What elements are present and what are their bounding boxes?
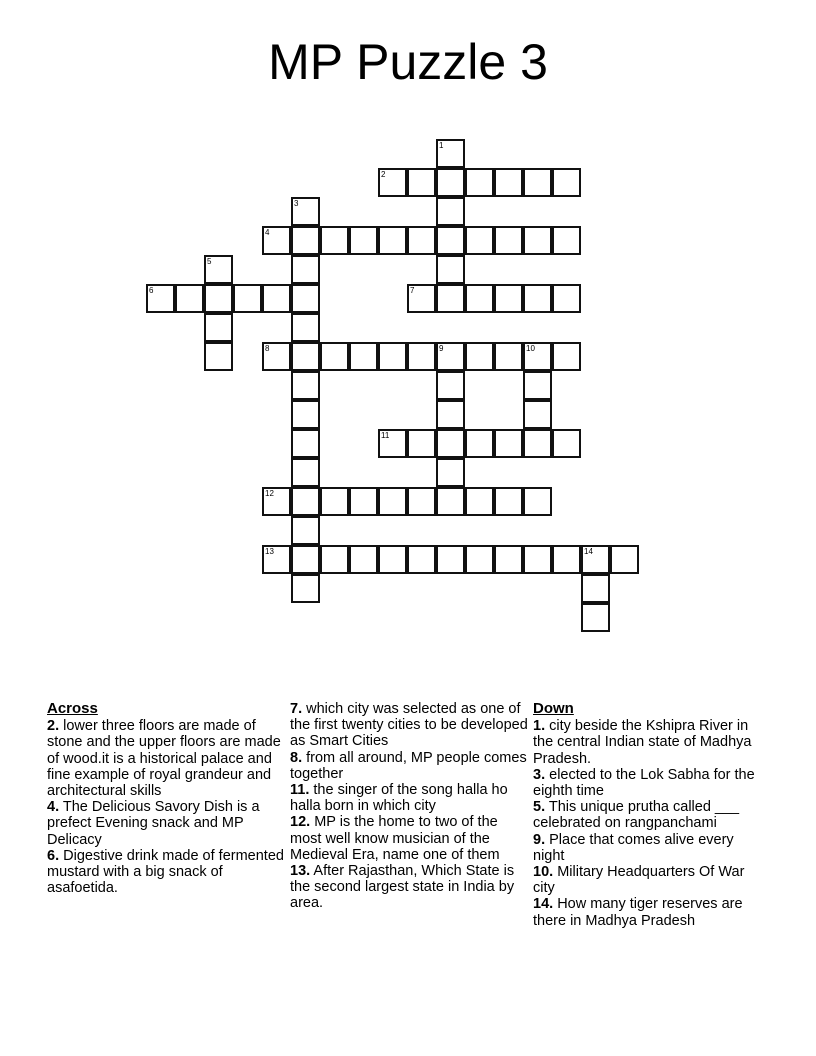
grid-cell[interactable]	[378, 487, 407, 516]
grid-cell[interactable]	[204, 313, 233, 342]
grid-cell[interactable]	[552, 284, 581, 313]
clue-across-4: 4. The Delicious Savory Dish is a prefect Evening snack and MP Delicacy	[47, 799, 260, 848]
grid-cell[interactable]	[581, 545, 610, 574]
clue-down-14: 14. How many tiger reserves are there in Madhya Pradesh	[533, 896, 743, 929]
grid-cell[interactable]	[262, 226, 291, 255]
clue-down-3: 3. elected to the Lok Sabha for the eighth time	[533, 766, 755, 800]
grid-cell[interactable]	[523, 400, 552, 429]
grid-cell[interactable]	[552, 226, 581, 255]
clue-across-6: 6. Digestive drink made of fermented mustard with a big snack of asafoetida.	[47, 847, 284, 897]
grid-cell[interactable]	[320, 545, 349, 574]
clue-down-10: 10. Military Headquarters Of War city	[533, 864, 745, 897]
grid-cell[interactable]	[494, 284, 523, 313]
grid-cell[interactable]	[204, 342, 233, 371]
clues-across-column-2	[290, 701, 530, 912]
grid-cell[interactable]	[262, 545, 291, 574]
clues-down-column	[533, 701, 769, 929]
grid-cell[interactable]	[465, 545, 494, 574]
grid-cell[interactable]	[320, 226, 349, 255]
grid-cell[interactable]	[291, 197, 320, 226]
grid-cell[interactable]	[291, 545, 320, 574]
grid-cell[interactable]	[552, 545, 581, 574]
grid-cell[interactable]	[291, 284, 320, 313]
grid-cell[interactable]	[378, 545, 407, 574]
grid-cell[interactable]	[407, 429, 436, 458]
grid-cell[interactable]	[378, 226, 407, 255]
cell-number: 11	[381, 431, 390, 440]
cell-number: 9	[439, 344, 444, 353]
grid-cell[interactable]	[262, 342, 291, 371]
grid-cell[interactable]	[349, 487, 378, 516]
grid-cell[interactable]	[465, 429, 494, 458]
grid-cell[interactable]	[320, 342, 349, 371]
grid-cell[interactable]	[378, 168, 407, 197]
grid-cell[interactable]	[523, 371, 552, 400]
grid-cell[interactable]	[465, 487, 494, 516]
grid-cell[interactable]	[349, 342, 378, 371]
grid-cell[interactable]	[494, 342, 523, 371]
grid-cell[interactable]	[291, 458, 320, 487]
grid-cell[interactable]	[378, 342, 407, 371]
cell-number: 2	[381, 170, 386, 179]
down-heading: Down	[533, 700, 574, 717]
cell-number: 12	[265, 489, 274, 498]
clue-across-12: 12. MP is the home to two of the most well know musician of the Medieval Era, name one of them	[290, 814, 500, 863]
grid-cell[interactable]	[436, 255, 465, 284]
grid-cell[interactable]	[407, 168, 436, 197]
grid-cell[interactable]	[407, 545, 436, 574]
clue-down-1: 1. city beside the Kshipra River in the central Indian state of Madhya Pradesh.	[533, 718, 752, 767]
grid-cell[interactable]	[523, 487, 552, 516]
grid-cell[interactable]	[465, 168, 494, 197]
cell-number: 4	[265, 228, 270, 237]
grid-cell[interactable]	[436, 342, 465, 371]
clues-across-column	[47, 701, 287, 896]
grid-cell[interactable]	[436, 226, 465, 255]
grid-cell[interactable]	[291, 400, 320, 429]
grid-cell[interactable]	[175, 284, 204, 313]
grid-cell[interactable]	[436, 284, 465, 313]
grid-cell[interactable]	[610, 545, 639, 574]
grid-cell[interactable]	[291, 371, 320, 400]
grid-cell[interactable]	[320, 487, 349, 516]
grid-cell[interactable]	[291, 313, 320, 342]
grid-cell[interactable]	[349, 545, 378, 574]
grid-cell[interactable]	[378, 429, 407, 458]
grid-cell[interactable]	[291, 342, 320, 371]
grid-cell[interactable]	[407, 342, 436, 371]
grid-cell[interactable]	[204, 284, 233, 313]
grid-cell[interactable]	[465, 226, 494, 255]
grid-cell[interactable]	[581, 574, 610, 603]
grid-cell[interactable]	[494, 168, 523, 197]
grid-cell[interactable]	[436, 197, 465, 226]
cell-number: 3	[294, 199, 299, 208]
grid-cell[interactable]	[436, 400, 465, 429]
grid-cell[interactable]	[523, 284, 552, 313]
cell-number: 10	[526, 344, 535, 353]
grid-cell[interactable]	[407, 487, 436, 516]
grid-cell[interactable]	[204, 255, 233, 284]
clue-across-2: 2. lower three floors are made of stone and the upper floors are made of wood.it is a historical palace and fine example of royal grandeur and architectural skills	[47, 718, 281, 800]
cell-number: 13	[265, 547, 274, 556]
cell-number: 14	[584, 547, 593, 556]
grid-cell[interactable]	[436, 429, 465, 458]
grid-cell[interactable]	[523, 226, 552, 255]
grid-cell[interactable]	[552, 342, 581, 371]
grid-cell[interactable]	[291, 255, 320, 284]
grid-cell[interactable]	[436, 458, 465, 487]
clue-down-9: 9. Place that comes alive every night	[533, 831, 734, 864]
clue-across-11: 11. the singer of the song halla ho halla born in which city	[290, 782, 508, 815]
clue-down-5: 5. This unique prutha called ___ celebrated on rangpanchami	[533, 799, 740, 832]
grid-cell[interactable]	[523, 429, 552, 458]
clue-across-7: 7. which city was selected as one of the first twenty cities to be developed as Smart Cities	[290, 701, 528, 750]
grid-cell[interactable]	[523, 545, 552, 574]
grid-cell[interactable]	[291, 226, 320, 255]
grid-cell[interactable]	[494, 429, 523, 458]
grid-cell[interactable]	[291, 429, 320, 458]
grid-cell[interactable]	[494, 545, 523, 574]
cell-number: 1	[439, 141, 444, 150]
grid-cell[interactable]	[146, 284, 175, 313]
grid-cell[interactable]	[436, 139, 465, 168]
grid-cell[interactable]	[291, 516, 320, 545]
cell-number: 6	[149, 286, 154, 295]
grid-cell[interactable]	[349, 226, 378, 255]
clue-across-8: 8. from all around, MP people comes together	[290, 749, 527, 782]
across-heading: Across	[47, 700, 98, 717]
grid-cell[interactable]	[552, 429, 581, 458]
grid-cell[interactable]	[436, 371, 465, 400]
grid-cell[interactable]	[436, 545, 465, 574]
clue-across-13: 13. After Rajasthan, Which State is the second largest state in India by area.	[290, 863, 515, 912]
cell-number: 8	[265, 344, 270, 353]
cell-number: 7	[410, 286, 415, 295]
grid-cell[interactable]	[523, 168, 552, 197]
grid-cell[interactable]	[465, 284, 494, 313]
grid-cell[interactable]	[262, 284, 291, 313]
grid-cell[interactable]	[552, 168, 581, 197]
grid-cell[interactable]	[291, 574, 320, 603]
grid-cell[interactable]	[436, 168, 465, 197]
grid-cell[interactable]	[262, 487, 291, 516]
grid-cell[interactable]	[581, 603, 610, 632]
grid-cell[interactable]	[494, 487, 523, 516]
grid-cell[interactable]	[291, 487, 320, 516]
grid-cell[interactable]	[407, 226, 436, 255]
grid-cell[interactable]	[436, 487, 465, 516]
grid-cell[interactable]	[407, 284, 436, 313]
grid-cell[interactable]	[233, 284, 262, 313]
puzzle-title: MP Puzzle 3	[268, 34, 548, 90]
grid-cell[interactable]	[494, 226, 523, 255]
cell-number: 5	[207, 257, 212, 266]
grid-cell[interactable]	[523, 342, 552, 371]
grid-cell[interactable]	[465, 342, 494, 371]
